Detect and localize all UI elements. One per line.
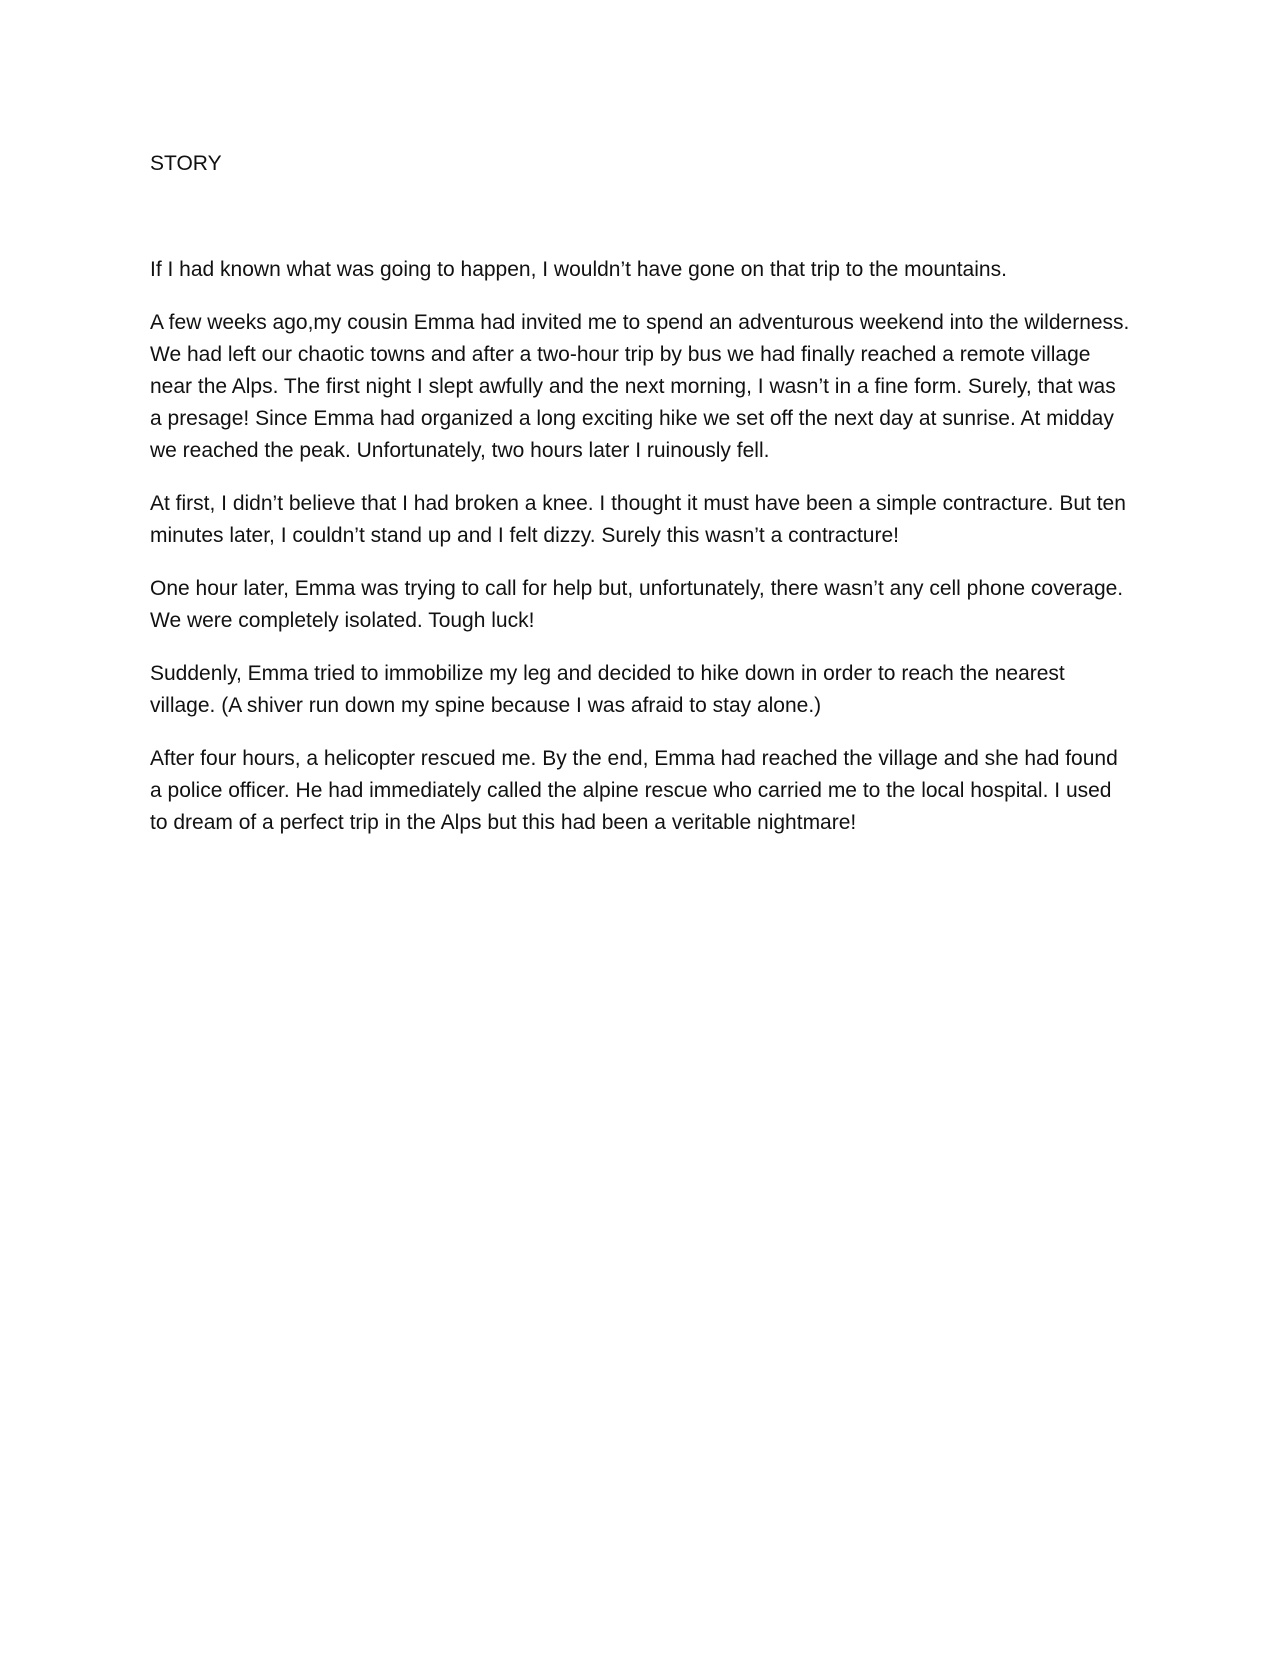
paragraph-1: If I had known what was going to happen, I wouldn’t have gone on that trip to the mountains.: [150, 258, 1007, 281]
title-spacer: [150, 180, 1130, 254]
paragraph-6: After four hours, a helicopter rescued me. By the end, Emma had reached the village and she had found a police officer. He had immediately called the alpine rescue who carried me to the local hospital. I used to dream of a perfect trip in the Alps but this had been a veritable nightmare!: [150, 747, 1118, 834]
paragraph-4: One hour later, Emma was trying to call for help but, unfortunately, there wasn’t any cell phone coverage. We were completely isolated. Tough luck!: [150, 577, 1124, 632]
document-title: STORY: [150, 152, 222, 175]
paragraph-2: A few weeks ago,my cousin Emma had invited me to spend an adventurous weekend into the wilderness. We had left our chaotic towns and after a two-hour trip by bus we had finally reached a remote village near the Alps. The first night I slept awfully and the next morning, I wasn’t in a fine form. Surely, that was a presage! Since Emma had organized a long exciting hike we set off the next day at sunrise. At midday we reached the peak. Unfortunately, two hours later I ruinously fell.: [150, 311, 1130, 462]
paragraph-5: Suddenly, Emma tried to immobilize my leg and decided to hike down in order to reach the nearest village. (A shiver run down my spine because I was afraid to stay alone.): [150, 662, 1065, 717]
paragraph-3: At first, I didn’t believe that I had broken a knee. I thought it must have been a simple contracture. But ten minutes later, I couldn’t stand up and I felt dizzy. Surely this wasn’t a contracture!: [150, 492, 1126, 547]
